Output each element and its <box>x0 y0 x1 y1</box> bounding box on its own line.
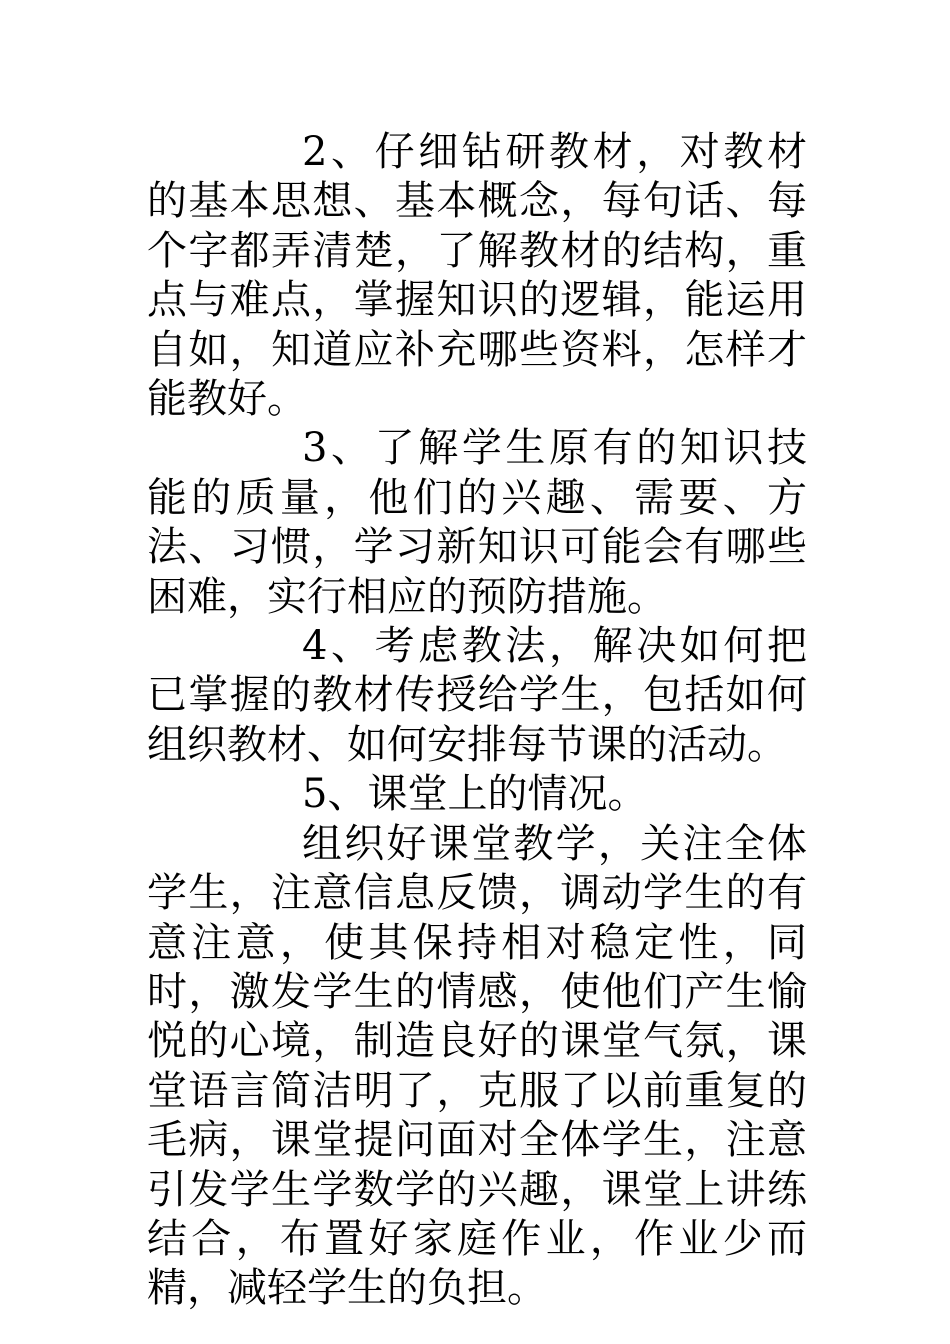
paragraph-item-5: 5、课堂上的情况。 <box>302 771 648 818</box>
paragraph-item-3: 3、了解学生原有的知识技能的质量，他们的兴趣、需要、方法、习惯，学习新知识可能会有哪些困难，实行相应的预防措施。 <box>147 425 807 620</box>
paragraph-item-2: 2、仔细钻研教材，对教材的基本思想、基本概念，每句话、每个字都弄清楚，了解教材的结构，重点与难点，掌握知识的逻辑，能运用自如，知道应补充哪些资料，怎样才能教好。 <box>147 129 807 423</box>
paragraph-item-4: 4、考虑教法，解决如何把已掌握的教材传授给学生，包括如何组织教材、如何安排每节课的活动。 <box>147 623 807 768</box>
document-body <box>147 128 807 1314</box>
paragraph-classroom-details: 组织好课堂教学，关注全体学生，注意信息反馈，调动学生的有意注意，使其保持相对稳定性，同时，激发学生的情感，使他们产生愉悦的心境，制造良好的课堂气氛，课堂语言简洁明了，克服了以前重复的毛病，课堂提问面对全体学生，注意引发学生学数学的兴趣，课堂上讲练结合，布置好家庭作业，作业少而精，减轻学生的负担。 <box>147 820 807 1312</box>
